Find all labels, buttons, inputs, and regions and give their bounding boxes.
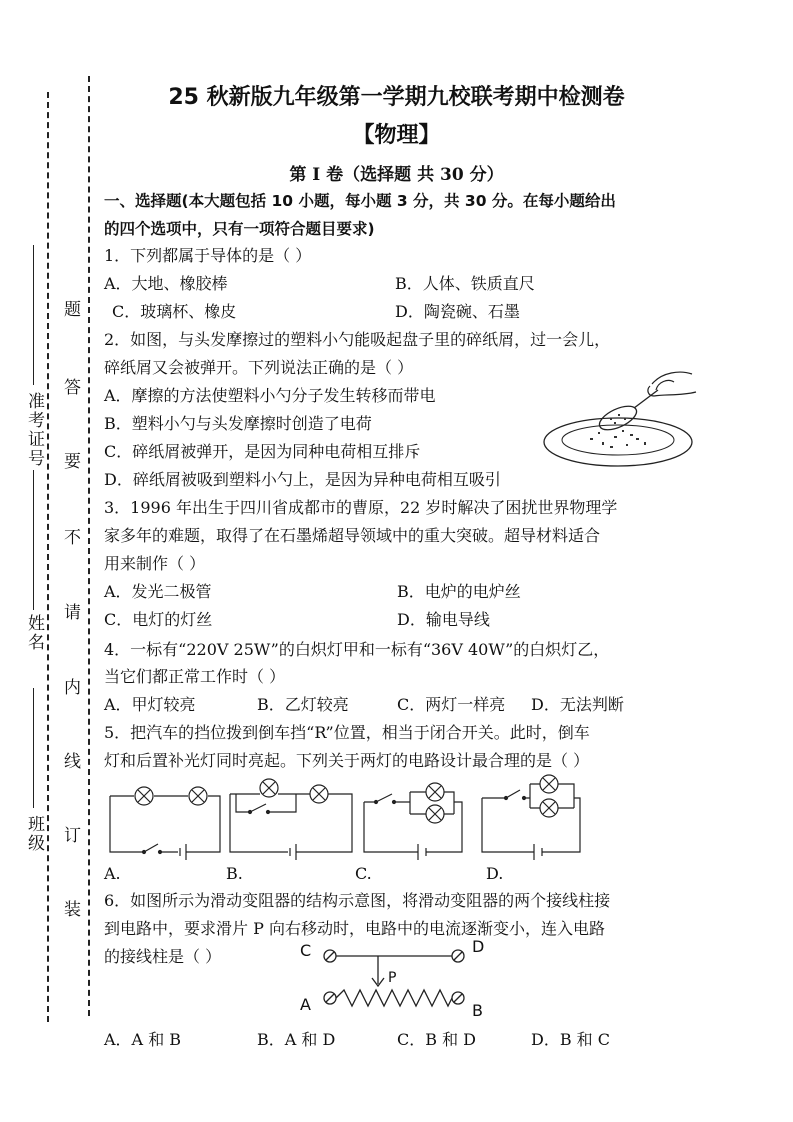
q2-option-d[interactable]: D．碎纸屑被吸到塑料小勺上，是因为异种电荷相互吸引: [104, 470, 501, 489]
q2-stem-line2: 碎纸屑又会被弹开。下列说法正确的是（ ）: [104, 358, 414, 377]
seal-char: 订: [60, 826, 80, 845]
q4-option-d[interactable]: D．无法判断: [531, 695, 624, 714]
q6-stem-line1: 6．如图所示为滑动变阻器的结构示意图，将滑动变阻器的两个接线柱接: [104, 891, 611, 910]
rheostat-label-a: A: [300, 995, 311, 1014]
q6-stem-line3: 的接线柱是（ ）: [104, 947, 222, 966]
exam-number-label: 准考证号: [24, 392, 44, 468]
q6-stem-line2: 到电路中，要求滑片 P 向右移动时，电路中的电流逐渐变小，连入电路: [104, 919, 605, 938]
q2-option-a[interactable]: A．摩擦的方法使塑料小勺分子发生转移而带电: [104, 386, 436, 405]
q5-option-c-label[interactable]: C.: [355, 864, 372, 883]
section-title: 第 I 卷（选择题 共 30 分）: [289, 165, 504, 185]
q2-spoon-plate-figure: [540, 362, 700, 472]
q6-option-a[interactable]: A．A 和 B: [104, 1030, 182, 1049]
q3-option-a[interactable]: A．发光二极管: [104, 582, 212, 601]
part1-heading-line1: 一、选择题(本大题包括 10 小题，每小题 3 分，共 30 分。在每小题给出: [104, 192, 616, 210]
q1-option-a[interactable]: A．大地、橡胶棒: [104, 274, 228, 293]
part1-heading-line2: 的四个选项中，只有一项符合题目要求): [104, 220, 375, 238]
q4-option-b[interactable]: B．乙灯较亮: [257, 695, 349, 714]
exam-title: 25 秋新版九年级第一学期九校联考期中检测卷: [168, 85, 625, 110]
name-label: 姓名: [24, 614, 44, 652]
q5-option-d-label[interactable]: D.: [486, 864, 504, 883]
q3-stem-line3: 用来制作（ ）: [104, 554, 206, 573]
seal-char: 题: [60, 300, 80, 319]
q2-option-b[interactable]: B．塑料小勺与头发摩擦时创造了电荷: [104, 414, 372, 433]
seal-char: 线: [60, 752, 80, 771]
q3-option-c[interactable]: C．电灯的灯丝: [104, 610, 213, 629]
class-underline[interactable]: [33, 688, 34, 808]
q5-circuit-diagrams: [100, 774, 620, 864]
seal-char: 不: [60, 528, 80, 547]
q1-option-b[interactable]: B．人体、铁质直尺: [395, 274, 535, 293]
rheostat-label-c: C: [300, 941, 312, 960]
rheostat-label-d: D: [472, 937, 485, 956]
margin-dashed-line-inner: [88, 76, 90, 1016]
q4-stem-line1: 4．一标有“220V 25W”的白炽灯甲和一标有“36V 40W”的白炽灯乙，: [104, 640, 610, 659]
q1-stem: 1．下列都属于导体的是（ ）: [104, 246, 312, 265]
q6-option-d[interactable]: D．B 和 C: [531, 1030, 611, 1049]
q5-stem-line2: 灯和后置补光灯同时亮起。下列关于两灯的电路设计最合理的是（ ）: [104, 751, 590, 770]
q3-option-b[interactable]: B．电炉的电炉丝: [397, 582, 521, 601]
seal-char: 装: [60, 900, 80, 919]
q6-option-c[interactable]: C．B 和 D: [397, 1030, 477, 1049]
q4-option-c[interactable]: C．两灯一样亮: [397, 695, 506, 714]
q5-stem-line1: 5．把汽车的挡位拨到倒车挡“R”位置，相当于闭合开关。此时，倒车: [104, 723, 590, 742]
q4-stem-line2: 当它们都正常工作时（ ）: [104, 667, 286, 686]
q6-rheostat-figure: [296, 936, 496, 1020]
q2-option-c[interactable]: C．碎纸屑被弹开，是因为同种电荷相互排斥: [104, 442, 421, 461]
q4-option-a[interactable]: A．甲灯较亮: [104, 695, 196, 714]
q5-option-a-label[interactable]: A.: [104, 864, 121, 883]
q1-option-d[interactable]: D．陶瓷碗、石墨: [395, 302, 520, 321]
seal-char: 要: [60, 452, 80, 471]
class-label: 班级: [24, 815, 44, 853]
q5-option-b-label[interactable]: B.: [226, 864, 243, 883]
q2-stem-line1: 2．如图，与头发摩擦过的塑料小勺能吸起盘子里的碎纸屑，过一会儿，: [104, 330, 611, 349]
margin-dashed-line-outer: [47, 92, 49, 1022]
q3-stem-line2: 家多年的难题，取得了在石墨烯超导领域中的重大突破。超导材料适合: [104, 526, 601, 545]
exam-number-underline[interactable]: [33, 245, 34, 385]
q1-option-c[interactable]: C．玻璃杯、橡皮: [112, 302, 237, 321]
q6-option-b[interactable]: B．A 和 D: [257, 1030, 336, 1049]
rheostat-label-p: P: [388, 970, 397, 986]
rheostat-label-b: B: [472, 1001, 483, 1020]
seal-char: 答: [60, 378, 80, 397]
q3-option-d[interactable]: D．输电导线: [397, 610, 490, 629]
q3-stem-line1: 3．1996 年出生于四川省成都市的曹原，22 岁时解决了困扰世界物理学: [104, 498, 618, 517]
subject-title: 【物理】: [352, 123, 441, 148]
seal-char: 请: [60, 603, 80, 622]
seal-char: 内: [60, 678, 80, 697]
name-underline[interactable]: [33, 470, 34, 610]
